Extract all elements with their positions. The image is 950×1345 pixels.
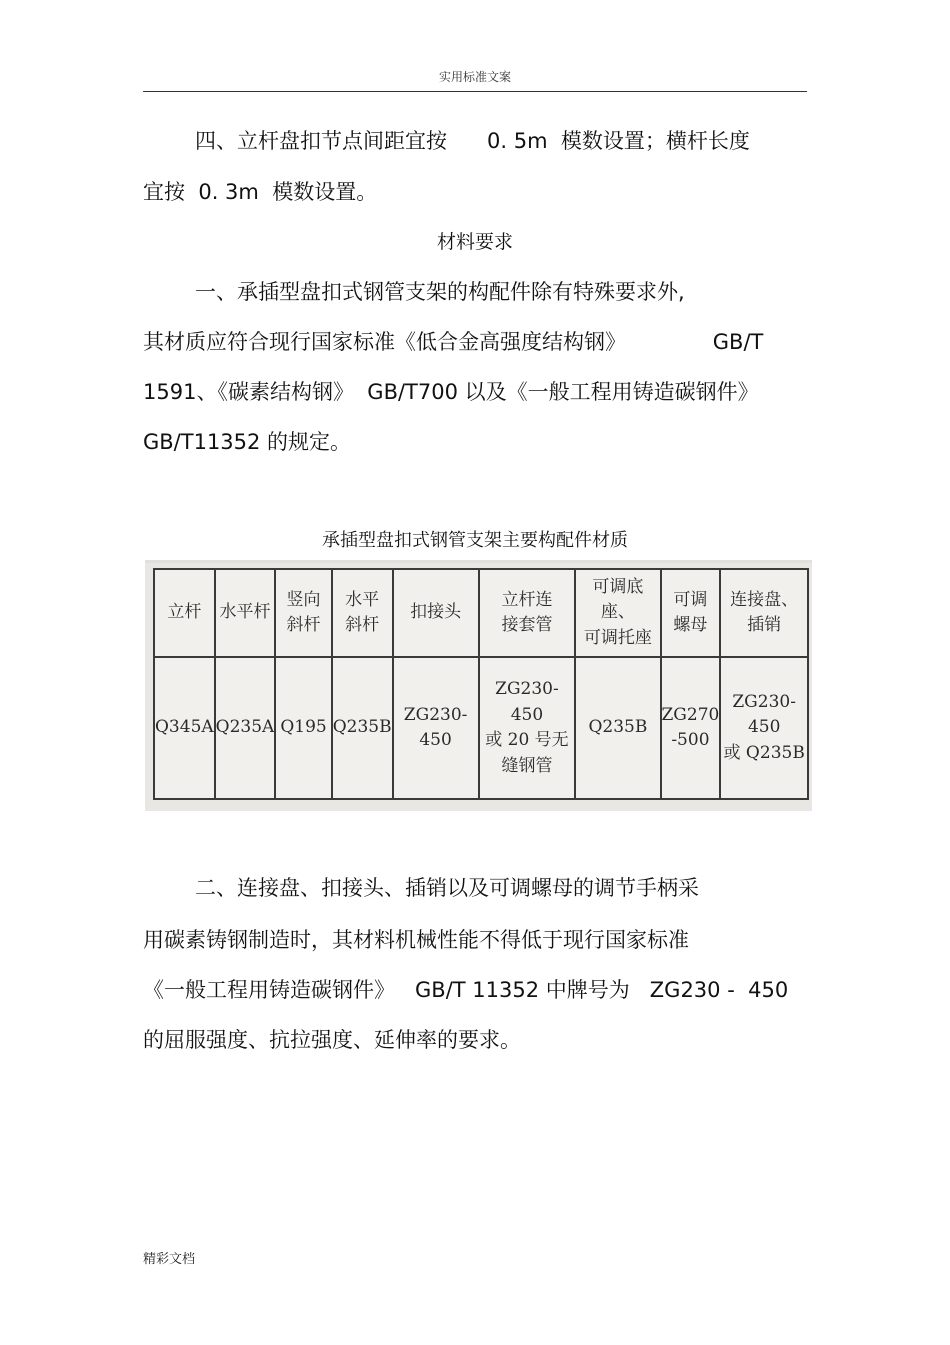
paragraph-line: 二、连接盘、扣接头、插销以及可调螺母的调节手柄采 <box>195 876 699 900</box>
header-cell: 水平 斜杆 <box>332 569 393 657</box>
header-cell: 立杆连 接套管 <box>479 569 576 657</box>
paragraph-line: GB/T11352 的规定。 <box>143 430 352 454</box>
header-divider <box>143 91 807 92</box>
table-caption: 承插型盘扣式钢管支架主要构配件材质 <box>322 530 628 551</box>
paragraph-line: 宜按 0. 3m 模数设置。 <box>143 180 378 204</box>
paragraph-line: 其材质应符合现行国家标准《低合金高强度结构钢》 GB/T <box>143 330 764 354</box>
value-cell: Q235B <box>332 657 393 799</box>
header-cell: 水平杆 <box>215 569 276 657</box>
header-cell: 竖向 斜杆 <box>275 569 331 657</box>
paragraph-line: 一、承插型盘扣式钢管支架的构配件除有特殊要求外, <box>195 280 685 304</box>
header-cell: 立杆 <box>154 569 215 657</box>
value-cell: Q235A <box>215 657 276 799</box>
value-cell: ZG270 -500 <box>661 657 721 799</box>
page-header: 实用标准文案 <box>438 70 511 84</box>
material-table <box>153 568 809 800</box>
paragraph-line: 《一般工程用铸造碳钢件》 GB/T 11352 中牌号为 ZG230 - 450 <box>143 978 789 1002</box>
value-cell: ZG230-450 <box>393 657 479 799</box>
paragraph-line: 1591、《碳素结构钢》 GB/T700 以及《一般工程用铸造碳钢件》 <box>143 380 759 404</box>
section-title: 材料要求 <box>436 231 513 253</box>
value-cell: Q345A <box>154 657 215 799</box>
header-cell: 连接盘、 插销 <box>720 569 808 657</box>
header-cell: 可调 螺母 <box>661 569 721 657</box>
paragraph-line: 用碳素铸钢制造时，其材料机械性能不得低于现行国家标准 <box>143 928 689 952</box>
header-cell: 扣接头 <box>393 569 479 657</box>
page-footer: 精彩文档 <box>143 1252 196 1267</box>
paragraph-line: 四、立杆盘扣节点间距宜按 0. 5m 模数设置；横杆长度 <box>195 129 750 153</box>
table-row <box>154 657 808 799</box>
table-header-row <box>154 569 808 657</box>
value-cell: ZG230-450 或 Q235B <box>720 657 808 799</box>
material-table-image <box>145 560 812 811</box>
paragraph-line: 的屈服强度、抗拉强度、延伸率的要求。 <box>143 1028 521 1052</box>
value-cell: ZG230-450 或 20 号无 缝钢管 <box>479 657 576 799</box>
value-cell: Q195 <box>275 657 331 799</box>
value-cell: Q235B <box>575 657 660 799</box>
header-cell: 可调底座、 可调托座 <box>575 569 660 657</box>
